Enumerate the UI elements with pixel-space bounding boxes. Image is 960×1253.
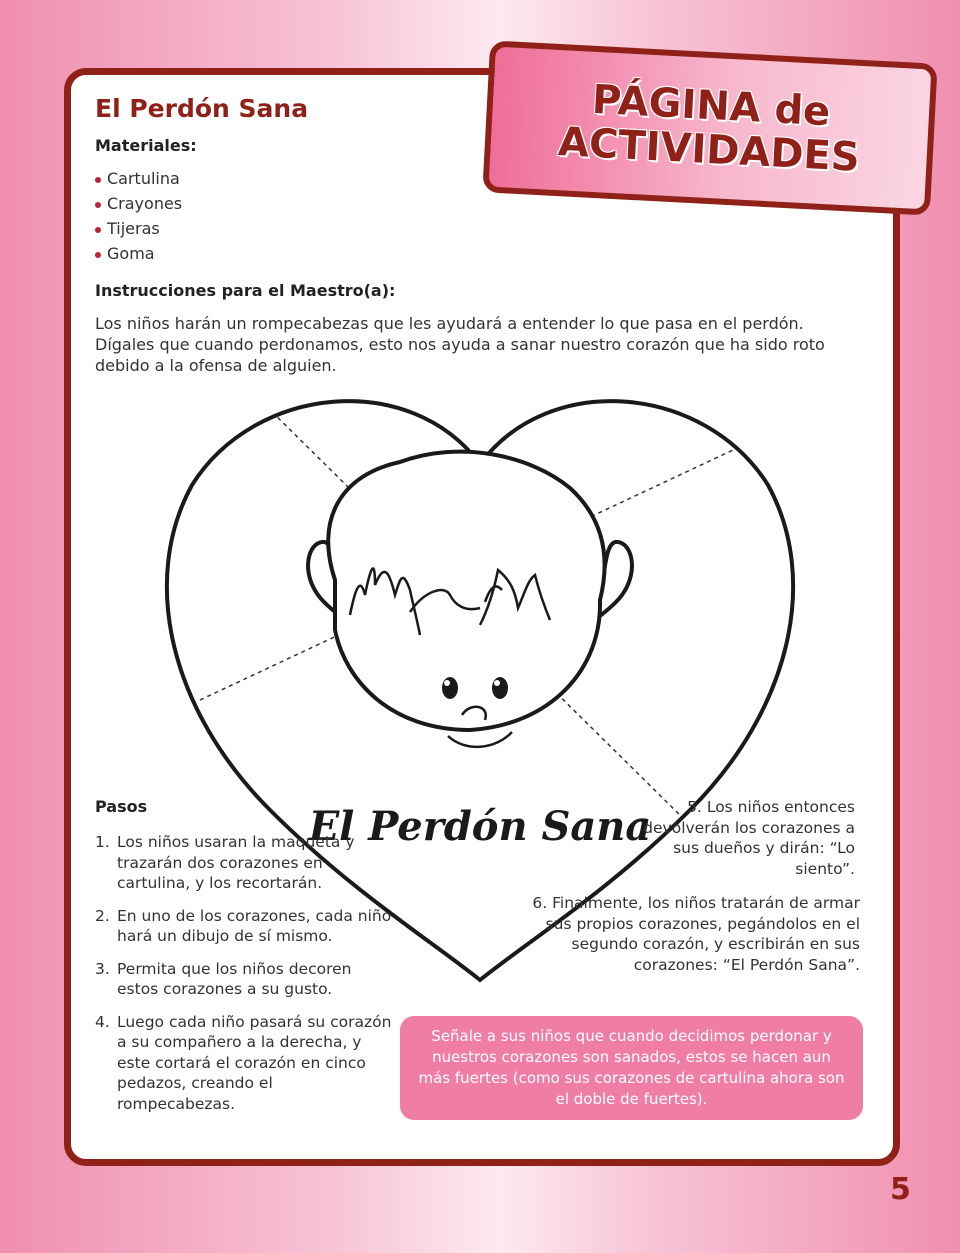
badge-line-1: PÁGINA de [590, 76, 832, 136]
step-item: 5. Los niños entonces devolverán los corazones a sus dueños y dirán: “Lo siento”. [643, 798, 855, 878]
materials-list [95, 166, 182, 266]
materials-item: Crayones [95, 191, 182, 216]
step-item: 3. Permita que los niños decoren estos corazones a su gusto. [95, 959, 352, 998]
teacher-note: Señale a sus niños que cuando decidimos perdonar y nuestros corazones son sanados, estos se hacen aun más fuertes (como sus corazones de cartulina ahora son el doble de fuertes). [400, 1016, 863, 1120]
steps-label: Pasos [95, 797, 148, 816]
heart-caption: El Perdón Sana [308, 803, 652, 850]
step-item: 4. Luego cada niño pasará su corazón a su compañero a la derecha, y este cortará el corazón en cinco pedazos, creando el rompecabezas. [95, 1012, 392, 1113]
bullet-icon [95, 177, 101, 183]
page-number: 5 [890, 1172, 911, 1207]
instructions-text: Los niños harán un rompecabezas que les ayudará a entender lo que pasa en el perdón. Dígales que cuando perdonamos, esto nos ayuda a sanar nuestro corazón que ha sido roto debido a la ofensa de alguien. [95, 314, 825, 375]
instructions-label: Instrucciones para el Maestro(a): [95, 281, 396, 300]
materials-label: Materiales: [95, 136, 197, 155]
step-item: 2. En uno de los corazones, cada niño hará un dibujo de sí mismo. [95, 906, 392, 945]
steps-list [95, 832, 395, 1126]
materials-item: Cartulina [95, 166, 182, 191]
page-title: El Perdón Sana [95, 94, 309, 123]
step-item: 6. Finalmente, los niños tratarán de armar sus propios corazones, pegándolos en el segundo corazón, y escribirán en sus corazones: “El Perdón Sana”. [532, 894, 860, 974]
bullet-icon [95, 252, 101, 258]
step-item: 1. Los niños usaran la maqueta y trazarán dos corazones en cartulina, y los recortarán. [95, 833, 355, 892]
materials-item: Goma [95, 241, 182, 266]
materials-item: Tijeras [95, 216, 182, 241]
boy-face-drawing [308, 452, 632, 747]
bullet-icon [95, 202, 101, 208]
badge-line-2: ACTIVIDADES [556, 119, 861, 181]
activity-page-badge [482, 40, 937, 215]
bullet-icon [95, 227, 101, 233]
